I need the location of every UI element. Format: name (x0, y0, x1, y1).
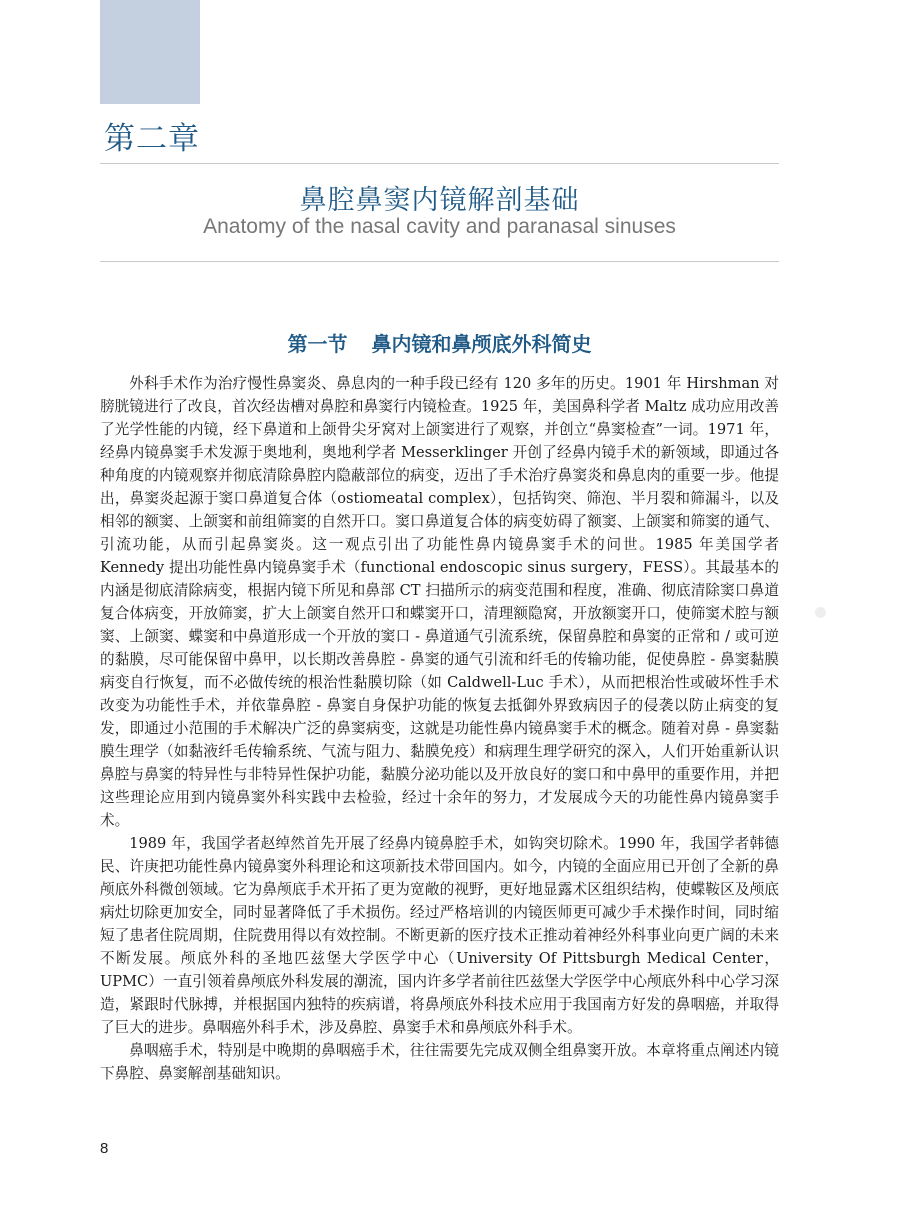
margin-mark (815, 607, 826, 618)
paragraph: 外科手术作为治疗慢性鼻窦炎、鼻息肉的一种手段已经有 120 多年的历史。1901 年 Hirshman 对膀胱镜进行了改良，首次经齿槽对鼻腔和鼻窦行内镜检查。1925 年，美国鼻科学者 Maltz 成功应用改善了光学性能的内镜，经下鼻道和上颌骨尖牙窝对上颌窦进行了观察，并创立“鼻窦检查”一词。1971 年，经鼻内镜鼻窦手术发源于奥地利，奥地利学者 Messerklinger 开创了经鼻内镜手术的新领域，即通过各种角度的内镜观察并彻底清除鼻腔内隐蔽部位的病变，迈出了手术治疗鼻窦炎和鼻息肉的重要一步。他提出，鼻窦炎起源于窦口鼻道复合体（ostiomeatal complex），包括钩突、筛泡、半月裂和筛漏斗，以及相邻的额窦、上颌窦和前组筛窦的自然开口。窦口鼻道复合体的病变妨碍了额窦、上颌窦和筛窦的通气、引流功能，从而引起鼻窦炎。这一观点引出了功能性鼻内镜鼻窦手术的问世。1985 年美国学者 Kennedy 提出功能性鼻内镜鼻窦手术（functional endoscopic sinus surgery，FESS）。其最基本的内涵是彻底清除病变，根据内镜下所见和鼻部 CT 扫描所示的病变范围和程度，准确、彻底清除窦口鼻道复合体病变，开放筛窦，扩大上颌窦自然开口和蝶窦开口，清理额隐窝，开放额窦开口，使筛窦术腔与额窦、上颌窦、蝶窦和中鼻道形成一个开放的窦口 - 鼻道通气引流系统，保留鼻腔和鼻窦的正常和 / 或可逆的黏膜，尽可能保留中鼻甲，以长期改善鼻腔 - 鼻窦的通气引流和纤毛的传输功能，促使鼻腔 - 鼻窦黏膜病变自行恢复，而不必做传统的根治性黏膜切除（如 Caldwell-Luc 手术），从而把根治性或破坏性手术改变为功能性手术，并依靠鼻腔 - 鼻窦自身保护功能的恢复去抵御外界致病因子的侵袭以防止病变的复发，即通过小范围的手术解决广泛的鼻窦病变，这就是功能性鼻内镜鼻窦手术的概念。随着对鼻 - 鼻窦黏膜生理学（如黏液纤毛传输系统、气流与阻力、黏膜免疫）和病理生理学研究的深入，人们开始重新认识鼻腔与鼻窦的特异性与非特异性保护功能，黏膜分泌功能以及开放良好的窦口和中鼻甲的重要作用，并把这些理论应用到内镜鼻窦外科实践中去检验，经过十余年的努力，才发展成今天的功能性鼻内镜鼻窦手术。 (100, 375, 779, 829)
chapter-color-block (100, 0, 200, 104)
title-bottom-rule (100, 261, 779, 262)
paragraph: 1989 年，我国学者赵绰然首先开展了经鼻内镜鼻腔手术，如钩突切除术。1990 年，我国学者韩德民、许庚把功能性鼻内镜鼻窦外科理论和这项新技术带回国内。如今，内镜的全面应用已开创了全新的鼻颅底外科微创领域。它为鼻颅底手术开拓了更为宽敞的视野，更好地显露术区组织结构，使蝶鞍区及颅底病灶切除更加安全，同时显著降低了手术损伤。经过严格培训的内镜医师更可减少手术操作时间，同时缩短了患者住院周期，住院费用得以有效控制。不断更新的医疗技术正推动着神经外科事业向更广阔的未来不断发展。颅底外科的圣地匹兹堡大学医学中心（University Of Pittsburgh Medical Center，UPMC）一直引领着鼻颅底外科发展的潮流，国内许多学者前往匹兹堡大学医学中心颅底外科中心学习深造，紧跟时代脉搏，并根据国内独特的疾病谱，将鼻颅底外科技术应用于我国南方好发的鼻咽癌，并取得了巨大的进步。鼻咽癌外科手术，涉及鼻腔、鼻窦手术和鼻颅底外科手术。 (100, 835, 779, 1036)
body-text (100, 372, 779, 1085)
section-heading (100, 328, 779, 357)
chapter-label: 第二章 (104, 121, 200, 157)
chapter-title: 鼻腔鼻窦内镜解剖基础 (299, 185, 580, 216)
title-top-rule (100, 163, 779, 164)
section-title: 鼻内镜和鼻颅底外科简史 (371, 332, 592, 356)
page-number: 8 (100, 1140, 109, 1157)
chapter-subtitle: Anatomy of the nasal cavity and paranasal sinuses (203, 215, 676, 238)
section-number: 第一节 (287, 332, 348, 356)
paragraph: 鼻咽癌手术，特别是中晚期的鼻咽癌手术，往往需要先完成双侧全组鼻窦开放。本章将重点阐述内镜下鼻腔、鼻窦解剖基础知识。 (100, 1042, 779, 1082)
